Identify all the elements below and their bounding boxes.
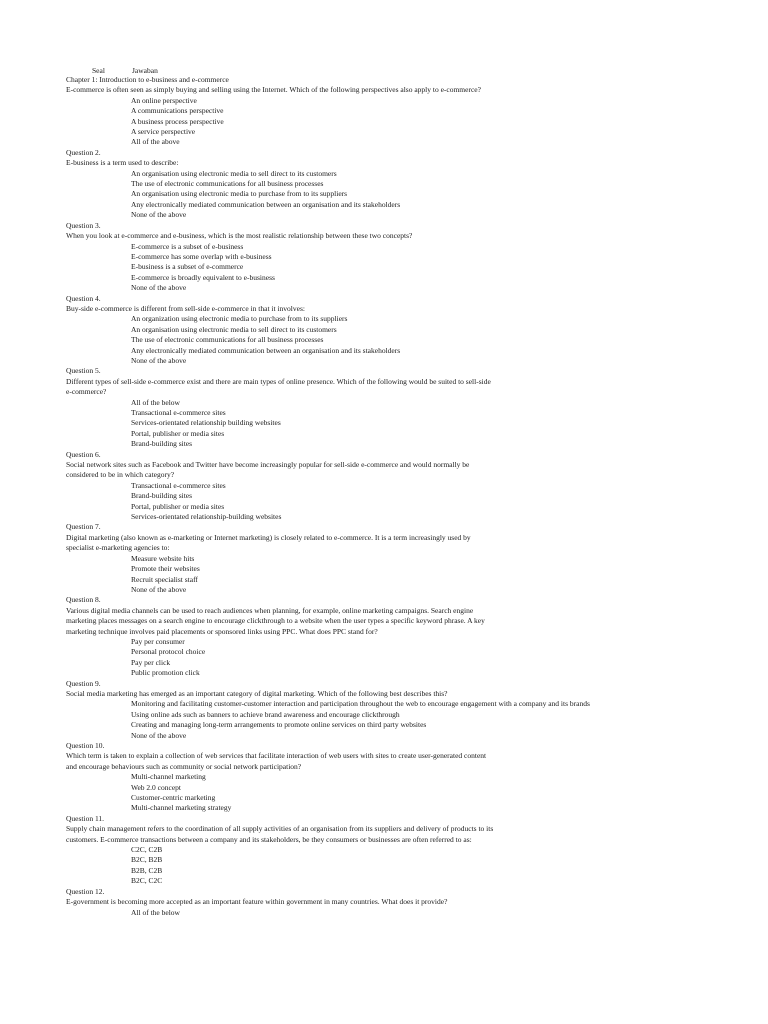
answer-options <box>131 699 590 741</box>
answer-option: Multi-channel marketing strategy <box>131 803 232 813</box>
answer-option: E-business is a subset of e-commerce <box>131 262 244 272</box>
answer-option: Public promotion click <box>131 668 200 678</box>
answer-options <box>131 169 498 221</box>
answer-option: C2C, C2B <box>131 845 163 855</box>
question-text: Which term is taken to explain a collection of web services that facilitate interaction of web users with sites to create user-generated content and encourage behaviours such as community or social network participation? <box>66 751 487 771</box>
answer-option: Recruit specialist staff <box>131 574 198 584</box>
question-list <box>66 85 590 918</box>
answer-options <box>131 908 498 918</box>
document-body <box>66 75 590 918</box>
question-text: Digital marketing (also known as e-marketing or Internet marketing) is closely related to e-commerce. It is a term increasingly used by specialist e-marketing agencies to: <box>66 532 471 553</box>
question-text: Buy-side e-commerce is different from sell-side e-commerce in that it involves: <box>66 303 305 313</box>
answer-options <box>131 554 498 596</box>
chapter-title: Chapter 1: Introduction to e-business and e-commerce <box>66 75 229 84</box>
answer-option: Using online ads such as banners to achieve brand awareness and encourage clickthrough <box>131 709 400 719</box>
answer-option: An organisation using electronic media to sell direct to its customers <box>131 168 337 178</box>
question-text: Different types of sell-side e-commerce exist and there are main types of online presence. Which of the following would be suited to sell-side e-commerce? <box>66 376 491 397</box>
answer-option: Creating and managing long-term arrangements to promote online services on third party websites <box>131 720 427 730</box>
question-text: When you look at e-commerce and e-business, which is the most realistic relationship between these two concepts? <box>66 231 413 241</box>
answer-option: Brand-building sites <box>131 491 193 501</box>
question-block <box>66 595 498 678</box>
question-block <box>66 522 498 595</box>
answer-option: Any electronically mediated communication between an organisation and its stakeholders <box>131 345 401 355</box>
answer-option: Customer-centric marketing <box>131 793 216 803</box>
question-label: Question 3. <box>66 220 101 230</box>
answer-option: Services-orientated relationship building websites <box>131 418 281 428</box>
question-block <box>66 366 498 449</box>
answer-option: None of the above <box>131 730 187 740</box>
answer-option: An organization using electronic media to purchase from to its suppliers <box>131 314 348 324</box>
question-label: Question 11. <box>66 813 105 823</box>
question-label: Question 9. <box>66 678 101 688</box>
answer-option: Pay per consumer <box>131 636 185 646</box>
answer-option: An online perspective <box>131 95 197 105</box>
answer-option: Portal, publisher or media sites <box>131 428 225 438</box>
answer-option: A service perspective <box>131 127 196 137</box>
answer-options <box>131 242 498 294</box>
question-label: Question 12. <box>66 886 105 896</box>
question-label: Question 2. <box>66 147 101 157</box>
answer-option: B2C, C2C <box>131 876 163 886</box>
answer-option: All of the below <box>131 397 180 407</box>
question-label: Question 7. <box>66 522 101 532</box>
question-label: Question 4. <box>66 293 101 303</box>
question-text: Various digital media channels can be used to reach audiences when planning, for example, online marketing campaigns. Search engine marketing places messages on a search engine to encourage clickthrough to a website when the user types a specific keyword phrase. A key marketing technique involves paid placements or sponsored links using PPC. What does PPC stand for? <box>66 605 485 636</box>
question-text: E-government is becoming more accepted as an important feature within government in many countries. What does it provide? <box>66 897 448 907</box>
question-block <box>66 85 498 147</box>
answer-option: The use of electronic communications for all business processes <box>131 335 324 345</box>
question-block <box>66 887 498 918</box>
question-text: Supply chain management refers to the coordination of all supply activities of an organisation from its suppliers and delivery of products to its customers. E-commerce transactions between a company and its stakeholders, be they consumers or businesses are often referred to as: <box>66 824 494 844</box>
header-line <box>92 66 158 75</box>
question-block <box>66 294 498 367</box>
answer-option: None of the above <box>131 283 187 293</box>
answer-option: Transactional e-commerce sites <box>131 480 226 490</box>
answer-option: Pay per click <box>131 657 171 667</box>
answer-options <box>131 772 498 814</box>
answer-option: Multi-channel marketing <box>131 772 206 782</box>
question-block <box>66 814 498 887</box>
answer-option: Measure website hits <box>131 553 195 563</box>
answer-option: A business process perspective <box>131 116 224 126</box>
answer-options <box>131 637 498 679</box>
question-text: Social media marketing has emerged as an important category of digital marketing. Which of the following best describes this? <box>66 688 448 698</box>
answer-option: A communications perspective <box>131 106 224 116</box>
question-text: E-commerce is often seen as simply buying and selling using the Internet. Which of the following perspectives also apply to e-commerce? <box>66 85 481 95</box>
answer-options <box>131 96 498 148</box>
answer-option: Monitoring and facilitating customer-customer interaction and participation throughout the web to encourage engagement with a company and its brands <box>131 699 590 709</box>
answer-option: The use of electronic communications for all business processes <box>131 179 324 189</box>
answer-option: An organisation using electronic media to purchase from to its suppliers <box>131 189 348 199</box>
answer-option: E-commerce is a subset of e-business <box>131 241 244 251</box>
answer-option: E-commerce is broadly equivalent to e-business <box>131 272 275 282</box>
question-block <box>66 741 498 814</box>
answer-option: B2B, C2B <box>131 865 163 875</box>
student-name: Jawaban <box>132 66 158 75</box>
answer-option: B2C, B2B <box>131 855 163 865</box>
answer-option: Brand-building sites <box>131 439 193 449</box>
question-label: Question 10. <box>66 741 105 750</box>
answer-options <box>131 481 498 523</box>
question-text: E-business is a term used to describe: <box>66 158 179 168</box>
seal-label: Seal <box>92 66 105 75</box>
answer-option: None of the above <box>131 584 187 594</box>
answer-option: E-commerce has some overlap with e-business <box>131 251 272 261</box>
question-block <box>66 221 498 294</box>
answer-option: None of the above <box>131 355 187 365</box>
answer-option: Any electronically mediated communication between an organisation and its stakeholders <box>131 199 401 209</box>
answer-option: All of the above <box>131 137 180 147</box>
question-block <box>66 148 498 221</box>
answer-option: Promote their websites <box>131 564 200 574</box>
question-text: Social network sites such as Facebook and Twitter have become increasingly popular for sell-side e-commerce and would normally be considered to be in which category? <box>66 460 470 480</box>
answer-option: Services-orientated relationship-building websites <box>131 512 282 522</box>
answer-option: An organisation using electronic media to sell direct to its customers <box>131 324 337 334</box>
question-label: Question 6. <box>66 449 101 459</box>
question-block <box>66 450 498 523</box>
answer-option: All of the below <box>131 907 180 917</box>
answer-option: Portal, publisher or media sites <box>131 501 225 511</box>
answer-options <box>131 845 498 887</box>
answer-options <box>131 398 498 450</box>
answer-option: Transactional e-commerce sites <box>131 408 226 417</box>
question-label: Question 5. <box>66 366 101 376</box>
answer-option: None of the above <box>131 210 187 220</box>
answer-option: Personal protocol choice <box>131 647 206 657</box>
answer-option: Web 2.0 concept <box>131 782 182 792</box>
question-block <box>66 678 590 741</box>
answer-options <box>131 314 498 366</box>
question-label: Question 8. <box>66 595 101 605</box>
